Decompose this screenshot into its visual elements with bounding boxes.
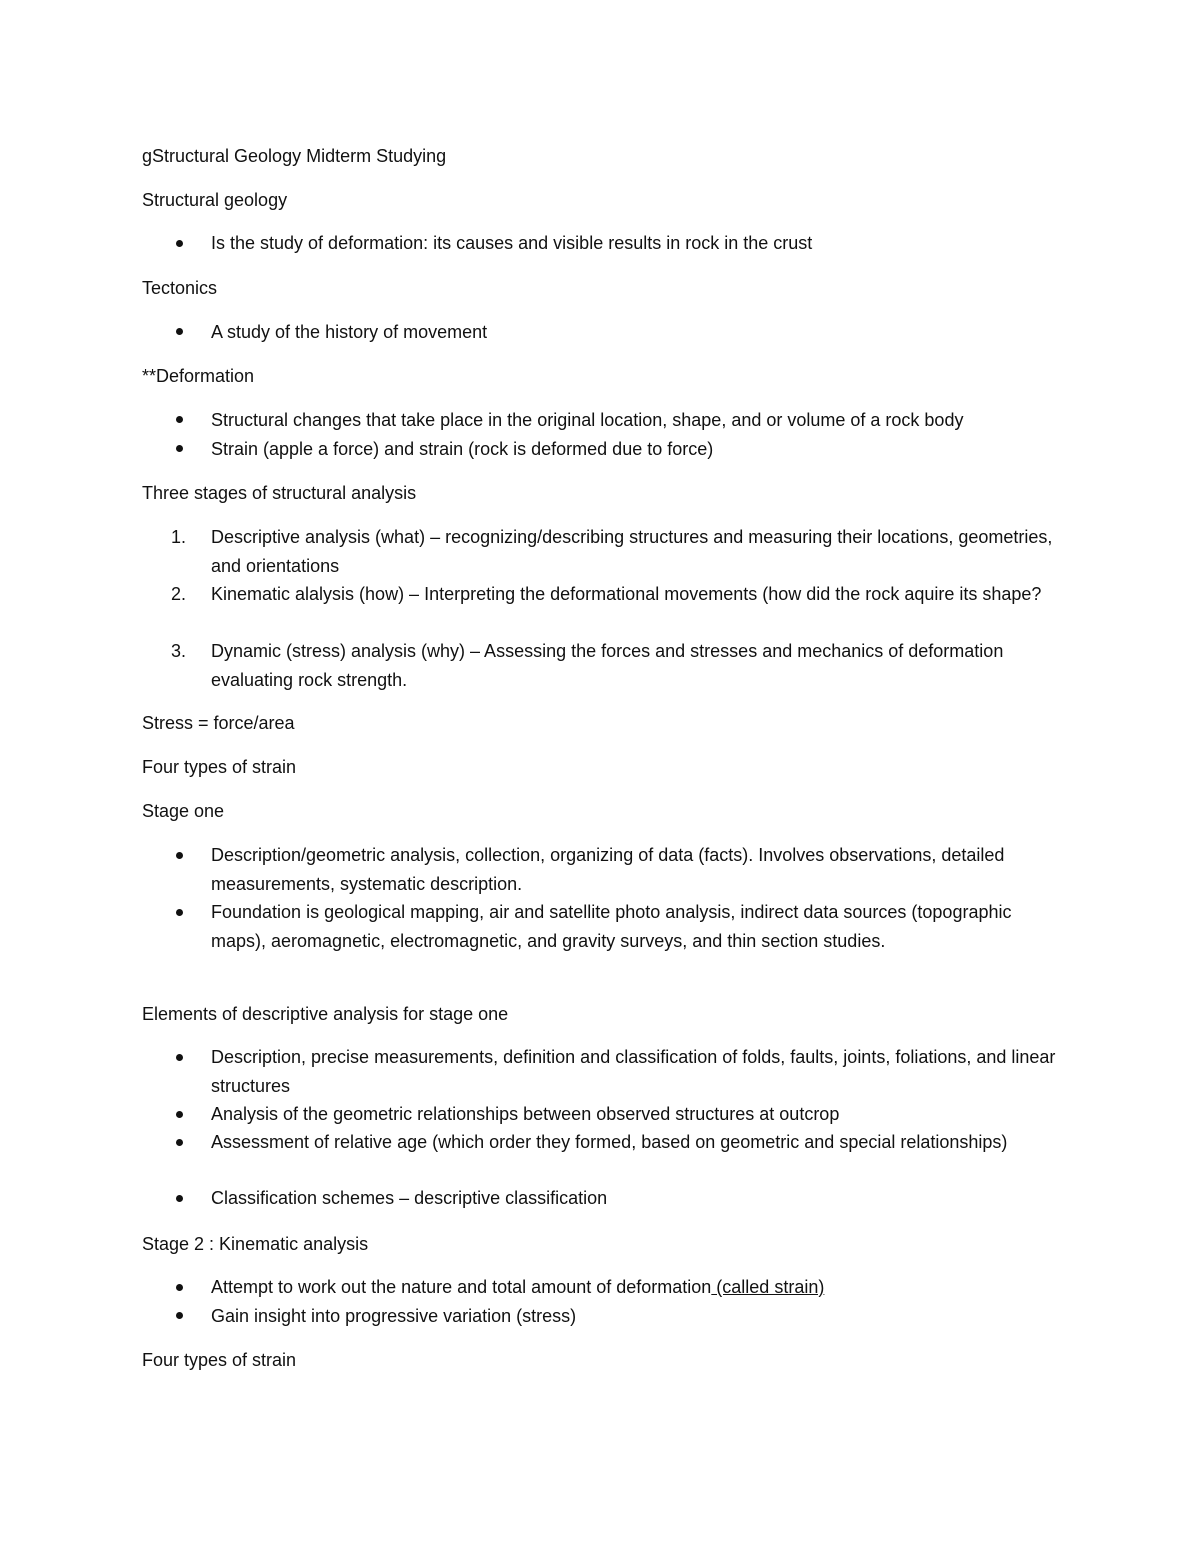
heading-stage-one: Stage one: [142, 801, 225, 821]
list-number: 1.: [171, 527, 187, 547]
list-item: Strain (apple a force) and strain (rock is deformed due to force): [211, 439, 714, 459]
list-item: Gain insight into progressive variation (stress): [211, 1306, 577, 1326]
list-item: Description, precise measurements, definition and classification of folds, faults, joints, foliations, and linear structures: [211, 1047, 1056, 1096]
bullet-icon: [176, 1111, 183, 1118]
bullet-icon: [176, 1054, 183, 1061]
bullet-icon: [176, 240, 183, 247]
list-item: A study of the history of movement: [211, 322, 488, 342]
list-item: Foundation is geological mapping, air and satellite photo analysis, indirect data sources (topographic maps), aeromagnetic, electromagnetic, and gravity surveys, and thin section studies.: [211, 902, 1012, 951]
document-title: gStructural Geology Midterm Studying: [142, 146, 447, 166]
bullet-icon: [176, 909, 183, 916]
list-item: Is the study of deformation: its causes and visible results in rock in the crust: [211, 233, 813, 253]
heading-structural-geology: Structural geology: [142, 190, 288, 210]
bullet-icon: [176, 328, 183, 335]
bullet-icon: [176, 1312, 183, 1319]
list-item: Description/geometric analysis, collection, organizing of data (facts). Involves observations, detailed measurements, systematic description.: [211, 845, 1005, 894]
heading-deformation: **Deformation: [142, 366, 255, 386]
underlined-note: (called strain): [711, 1277, 825, 1297]
heading-three-stages: Three stages of structural analysis: [142, 483, 417, 503]
list-number: 2.: [171, 584, 187, 604]
bullet-icon: [176, 416, 183, 423]
list-item: [211, 1273, 1071, 1302]
bullet-icon: [176, 852, 183, 859]
heading-four-types-of-strain: Four types of strain: [142, 757, 297, 777]
list-number: 3.: [171, 641, 187, 661]
list-item-text: Attempt to work out the nature and total amount of deformation: [211, 1277, 712, 1297]
list-item: Assessment of relative age (which order they formed, based on geometric and special relationships): [211, 1132, 1008, 1152]
heading-elements-of-descriptive-analysis: Elements of descriptive analysis for stage one: [142, 1004, 509, 1024]
bullet-icon: [176, 1139, 183, 1146]
list-item: Structural changes that take place in the original location, shape, and or volume of a rock body: [211, 410, 964, 430]
bullet-icon: [176, 1195, 183, 1202]
stress-formula: Stress = force/area: [142, 713, 295, 733]
heading-tectonics: Tectonics: [142, 278, 218, 298]
heading-four-types-of-strain-2: Four types of strain: [142, 1350, 297, 1370]
list-item: Descriptive analysis (what) – recognizing/describing structures and measuring their locations, geometries, and orientations: [211, 527, 1053, 576]
list-item: Dynamic (stress) analysis (why) – Assessing the forces and stresses and mechanics of deformation evaluating rock strength.: [211, 641, 1004, 690]
bullet-icon: [176, 1284, 183, 1291]
list-item: Classification schemes – descriptive classification: [211, 1188, 608, 1208]
list-item: Kinematic alalysis (how) – Interpreting the deformational movements (how did the rock aquire its shape?: [211, 584, 1042, 604]
heading-stage-two: Stage 2 : Kinematic analysis: [142, 1234, 369, 1254]
bullet-icon: [176, 445, 183, 452]
list-item: Analysis of the geometric relationships between observed structures at outcrop: [211, 1104, 840, 1124]
